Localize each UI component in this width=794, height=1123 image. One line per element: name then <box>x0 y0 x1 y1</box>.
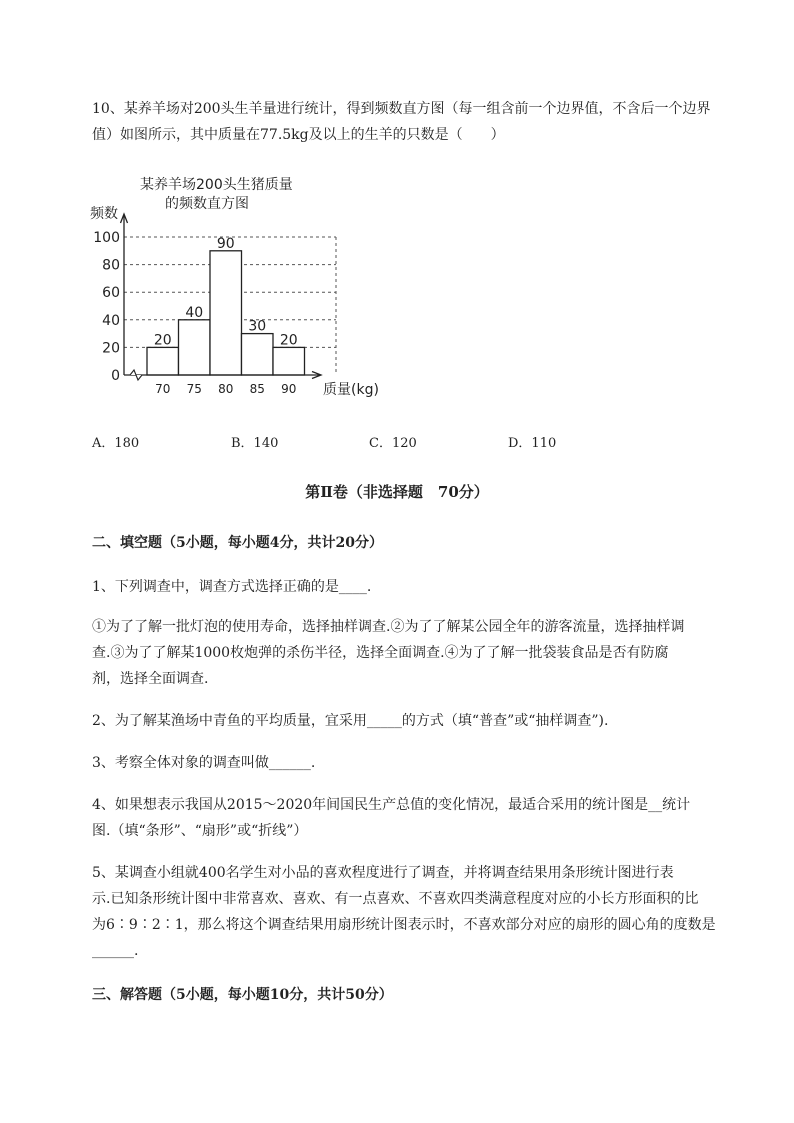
part2-q2: 2、为了解某渔场中青鱼的平均质量，宜采用_____的方式（填“普查”或“抽样调查”). <box>92 713 609 729</box>
bar <box>210 251 242 375</box>
answer-choices <box>92 432 752 456</box>
frequency-histogram <box>88 172 398 404</box>
question-10-line-2: 值）如图所示，其中质量在77.5kg及以上的生羊的只数是（ ） <box>92 127 505 143</box>
part-2-heading: 二、填空题（5小题，每小题4分，共计20分） <box>92 535 383 551</box>
chart-title-line: 的频数直方图 <box>165 196 249 212</box>
part2-q5-line-3: 为6∶9∶2∶1，那么将这个调查结果用扇形统计图表示时，不喜欢部分对应的扇形的圆心角的度数是 <box>92 917 716 933</box>
x-tick-label: 80 <box>218 382 234 396</box>
y-tick-label: 20 <box>102 340 120 357</box>
bar-value-label: 20 <box>153 332 172 349</box>
bar-value-label: 20 <box>279 332 298 349</box>
x-axis-label: 质量(kg) <box>323 382 379 398</box>
bar <box>147 347 179 375</box>
x-tick-label: 85 <box>249 382 265 396</box>
choice-c[interactable]: C．120 <box>369 436 417 451</box>
y-tick-label: 100 <box>93 230 120 246</box>
bar <box>242 334 274 375</box>
part2-q1-stem: 1、下列调查中，调查方式选择正确的是____. <box>92 579 372 595</box>
bar-value-label: 30 <box>248 318 267 335</box>
part2-q5-line-1: 5、某调查小组就400名学生对小品的喜欢程度进行了调查，并将调查结果用条形统计图进行表 <box>92 865 674 881</box>
bar-value-label: 40 <box>185 304 204 321</box>
part2-q1-line-1: ①为了了解一批灯泡的使用寿命，选择抽样调查.②为了了解某公园全年的游客流量，选择抽样调 <box>92 619 685 635</box>
bars-group <box>147 236 305 375</box>
choice-a[interactable]: A．180 <box>92 436 140 451</box>
axis-break-mark <box>130 370 142 380</box>
y-axis-label: 频数 <box>90 206 118 222</box>
x-tick-label: 70 <box>155 382 171 396</box>
y-tick-label: 40 <box>102 312 120 329</box>
x-tick-label: 90 <box>281 382 297 396</box>
chart-title-group <box>140 176 293 212</box>
y-tick-label: 60 <box>102 285 120 302</box>
part2-q5-line-4: ______. <box>92 943 139 959</box>
choice-b[interactable]: B．140 <box>231 436 279 451</box>
bar <box>179 320 211 375</box>
bar-value-label: 90 <box>216 235 235 252</box>
part-3-heading: 三、解答题（5小题，每小题10分，共计50分） <box>92 987 393 1003</box>
part2-q3: 3、考察全体对象的调查叫做______. <box>92 755 316 771</box>
y-tick-label: 80 <box>102 257 120 274</box>
section-2-title: 第Ⅱ卷（非选择题 70分） <box>305 483 489 501</box>
part2-q1-line-3: 剂，选择全面调查. <box>92 671 209 687</box>
part2-q4-line-1: 4、如果想表示我国从2015～2020年间国民生产总值的变化情况，最适合采用的统计图是__统计 <box>92 797 691 813</box>
part2-q5-line-2: 示.已知条形统计图中非常喜欢、喜欢、有一点喜欢、不喜欢四类满意程度对应的小长方形面积的比 <box>92 891 699 907</box>
choice-d[interactable]: D．110 <box>508 436 557 451</box>
chart-title-line: 某养羊场200头生猪质量 <box>140 177 293 193</box>
bar <box>273 347 305 375</box>
y-tick-label: 0 <box>111 368 120 384</box>
question-10-line-1: 10、某养羊场对200头生羊量进行统计，得到频数直方图（每一组含前一个边界值，不含后一个边界 <box>92 101 711 117</box>
part2-q4-line-2: 图.（填“条形”、“扇形”或“折线”） <box>92 823 308 839</box>
part2-q1-line-2: 查.③为了了解某1000枚炮弹的杀伤半径，选择全面调查.④为了了解一批袋装食品是否有防腐 <box>92 645 669 661</box>
x-tick-label: 75 <box>186 382 202 396</box>
